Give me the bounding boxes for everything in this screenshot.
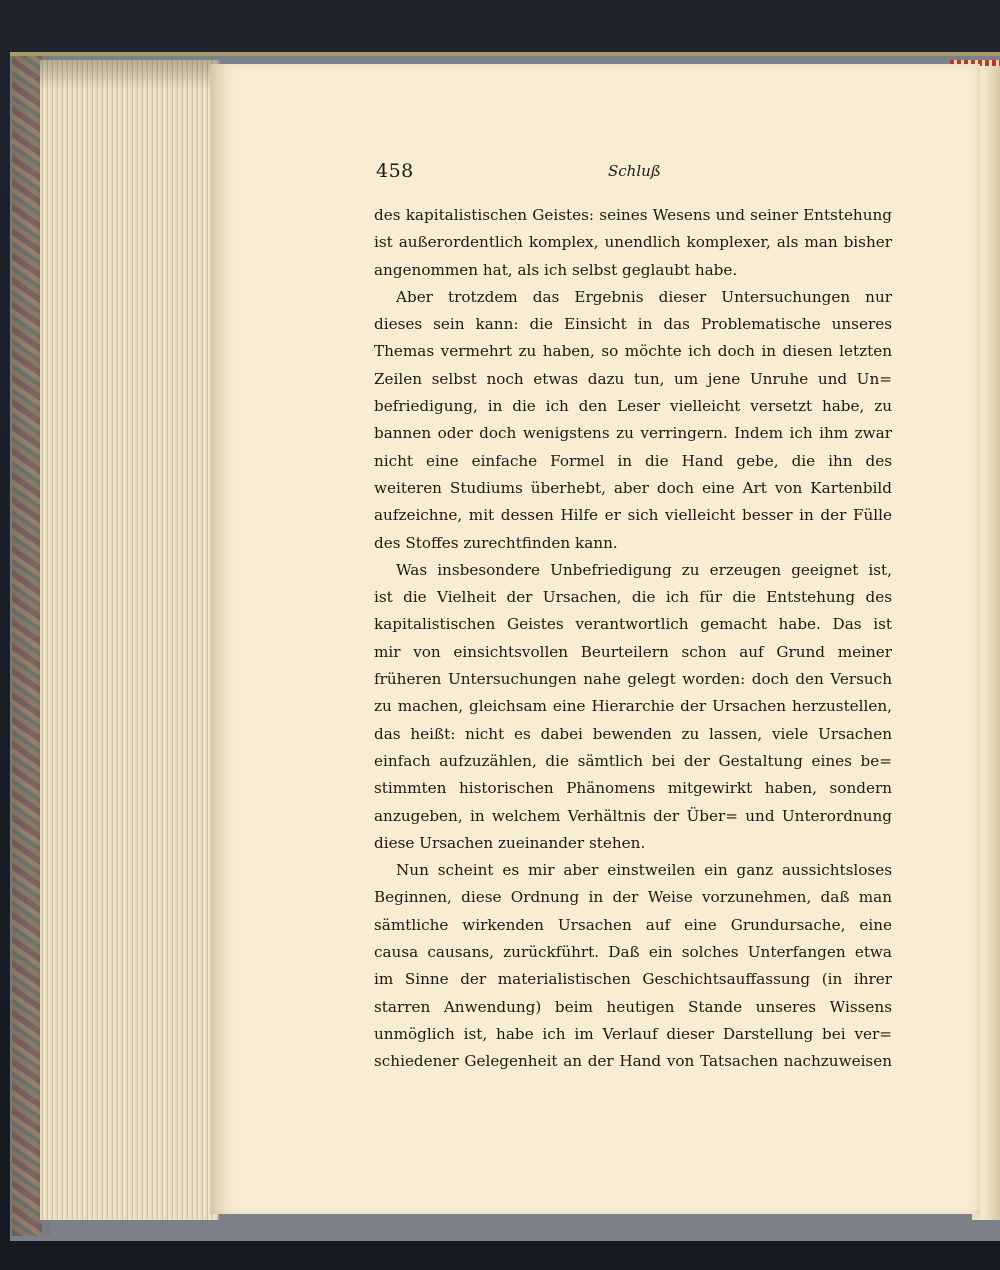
page-header — [376, 160, 892, 188]
text-line: früheren Untersuchungen nahe gelegt worden: doch den Versuch — [374, 670, 892, 689]
text-line: nicht eine einfache Formel in die Hand gebe, die ihn des — [374, 451, 892, 470]
text-line: Aber trotzdem das Ergebnis dieser Untersuchungen nur — [396, 287, 892, 306]
text-line: des kapitalistischen Geistes: seines Wesens und seiner Entstehung — [374, 206, 892, 224]
text-line: Zeilen selbst noch etwas dazu tun, um jene Unruhe und Un= — [374, 369, 892, 388]
text-line: bannen oder doch wenigstens zu verringern. Indem ich ihm zwar — [374, 424, 892, 443]
text-line: des Stoffes zurechtfinden kann. — [374, 533, 618, 552]
text-line: Beginnen, diese Ordnung in der Weise vorzunehmen, daß man — [374, 888, 892, 907]
text-line: schiedener Gelegenheit an der Hand von Tatsachen nachzuweisen — [374, 1052, 892, 1071]
body-text — [374, 202, 892, 1076]
text-line: angenommen hat, als ich selbst geglaubt habe. — [374, 260, 738, 279]
text-line: das heißt: nicht es dabei bewenden zu lassen, viele Ursachen — [374, 724, 892, 743]
text-line: sämtliche wirkenden Ursachen auf eine Grundursache, eine — [374, 915, 892, 934]
text-line: weiteren Studiums überhebt, aber doch eine Art von Kartenbild — [374, 478, 892, 497]
text-line: befriedigung, in die ich den Leser vielleicht versetzt habe, zu — [374, 397, 892, 416]
text-line: dieses sein kann: die Einsicht in das Problematische unseres — [374, 315, 892, 334]
text-line: kapitalistischen Geistes verantwortlich gemacht habe. Das ist — [374, 615, 892, 634]
text-line: mir von einsichtsvollen Beurteilern schon auf Grund meiner — [374, 642, 892, 661]
text-line: ist die Vielheit der Ursachen, die ich für die Entstehung des — [374, 588, 892, 607]
text-line: anzugeben, in welchem Verhältnis der Über= und Unterordnung — [374, 806, 892, 825]
text-line: causa causans, zurückführt. Daß ein solches Unterfangen etwa — [374, 943, 892, 962]
text-line: aufzeichne, mit dessen Hilfe er sich vielleicht besser in der Fülle — [374, 506, 892, 525]
page-stack-shadow — [40, 60, 218, 90]
text-line: einfach aufzuzählen, die sämtlich bei der Gestaltung eines be= — [374, 751, 892, 770]
text-line: im Sinne der materialistischen Geschichtsauffassung (in ihrer — [374, 970, 892, 989]
text-line: Themas vermehrt zu haben, so möchte ich doch in diesen letzten — [374, 342, 892, 361]
running-head: Schluß — [608, 162, 661, 180]
text-line: zu machen, gleichsam eine Hierarchie der Ursachen herzustellen, — [374, 697, 892, 716]
text-line: Nun scheint es mir aber einstweilen ein ganz aussichtsloses — [396, 861, 892, 880]
page-number: 458 — [376, 160, 414, 182]
text-line: diese Ursachen zueinander stehen. — [374, 833, 646, 852]
text-line: ist außerordentlich komplex, unendlich komplexer, als man bisher — [374, 233, 892, 252]
text-line: unmöglich ist, habe ich im Verlauf dieser Darstellung bei ver= — [374, 1024, 892, 1043]
text-line: Was insbesondere Unbefriedigung zu erzeugen geeignet ist, — [396, 560, 892, 579]
page-stack-edges — [40, 60, 219, 1220]
text-line: starren Anwendung) beim heutigen Stande unseres Wissens — [374, 997, 892, 1016]
text-line: stimmten historischen Phänomens mitgewirkt haben, sondern — [374, 779, 892, 798]
